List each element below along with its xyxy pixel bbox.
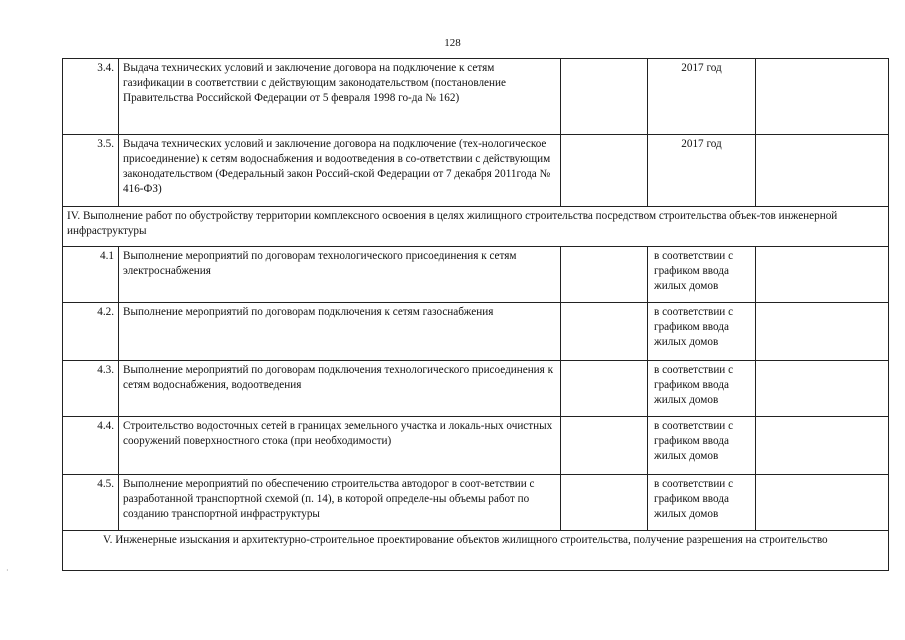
row-empty-cell — [561, 417, 648, 475]
row-deadline: в соответствии с графиком ввода жилых домов — [648, 361, 756, 417]
row-number: 4.2. — [63, 303, 119, 361]
row-description: Выполнение мероприятий по обеспечению строительства автодорог в соот-ветствии с разработанной транспортной схемой (п. 14), в которой определе-ны объемы работ по созданию транспортной инфраструктуры — [119, 475, 561, 531]
row-empty-cell — [561, 303, 648, 361]
row-empty-cell — [756, 361, 889, 417]
table-row — [63, 303, 889, 361]
section-row — [63, 531, 889, 571]
row-description: Строительство водосточных сетей в границах земельного участка и локаль-ных очистных сооружений поверхностного стока (при необходимости) — [119, 417, 561, 475]
row-deadline: в соответствии с графиком ввода жилых домов — [648, 417, 756, 475]
row-number: 3.4. — [63, 59, 119, 135]
row-description: Выполнение мероприятий по договорам технологического присоединения к сетям электроснабжения — [119, 247, 561, 303]
row-description: Выполнение мероприятий по договорам подключения к сетям газоснабжения — [119, 303, 561, 361]
table-row — [63, 361, 889, 417]
row-empty-cell — [561, 247, 648, 303]
row-empty-cell — [561, 475, 648, 531]
row-empty-cell — [756, 59, 889, 135]
row-number: 3.5. — [63, 135, 119, 207]
row-empty-cell — [561, 135, 648, 207]
page-number: 128 — [444, 37, 461, 49]
row-empty-cell — [756, 135, 889, 207]
table-row — [63, 417, 889, 475]
row-deadline: в соответствии с графиком ввода жилых домов — [648, 475, 756, 531]
row-number: 4.4. — [63, 417, 119, 475]
section-heading-text: V. Инженерные изыскания и архитектурно-строительное проектирование объектов жилищного строительства, получение разрешения на строительство — [103, 534, 828, 546]
row-deadline: в соответствии с графиком ввода жилых домов — [648, 303, 756, 361]
row-number: 4.1 — [63, 247, 119, 303]
plan-table — [62, 58, 889, 571]
row-deadline: 2017 год — [648, 59, 756, 135]
row-empty-cell — [561, 59, 648, 135]
row-number: 4.5. — [63, 475, 119, 531]
section-heading — [63, 531, 889, 571]
row-description: Выполнение мероприятий по договорам подключения технологического присоединения к сетям водоснабжения, водоотведения — [119, 361, 561, 417]
section-row — [63, 207, 889, 247]
margin-mark: · — [6, 566, 9, 575]
table-row — [63, 247, 889, 303]
row-number: 4.3. — [63, 361, 119, 417]
row-empty-cell — [756, 417, 889, 475]
row-description: Выдача технических условий и заключение договора на подключение к сетям газификации в соответствии с действующим законодательством (постановление Правительства Российской Федерации от 5 февраля 1998 го-да № 162) — [119, 59, 561, 135]
section-heading: IV. Выполнение работ по обустройству территории комплексного освоения в целях жилищного строительства посредством строительства объек-тов инженерной инфраструктуры — [63, 207, 889, 247]
row-empty-cell — [756, 475, 889, 531]
row-deadline: в соответствии с графиком ввода жилых домов — [648, 247, 756, 303]
row-empty-cell — [756, 303, 889, 361]
row-deadline: 2017 год — [648, 135, 756, 207]
row-description: Выдача технических условий и заключение договора на подключение (тех-нологическое присоединение) к сетям водоснабжения и водоотведения в со-ответствии с действующим законодательством (Федеральный закон Россий-ской Федерации от 7 декабря 2011года № 416-ФЗ) — [119, 135, 561, 207]
table-row — [63, 59, 889, 135]
row-empty-cell — [756, 247, 889, 303]
table-row — [63, 475, 889, 531]
table-row — [63, 135, 889, 207]
row-empty-cell — [561, 361, 648, 417]
